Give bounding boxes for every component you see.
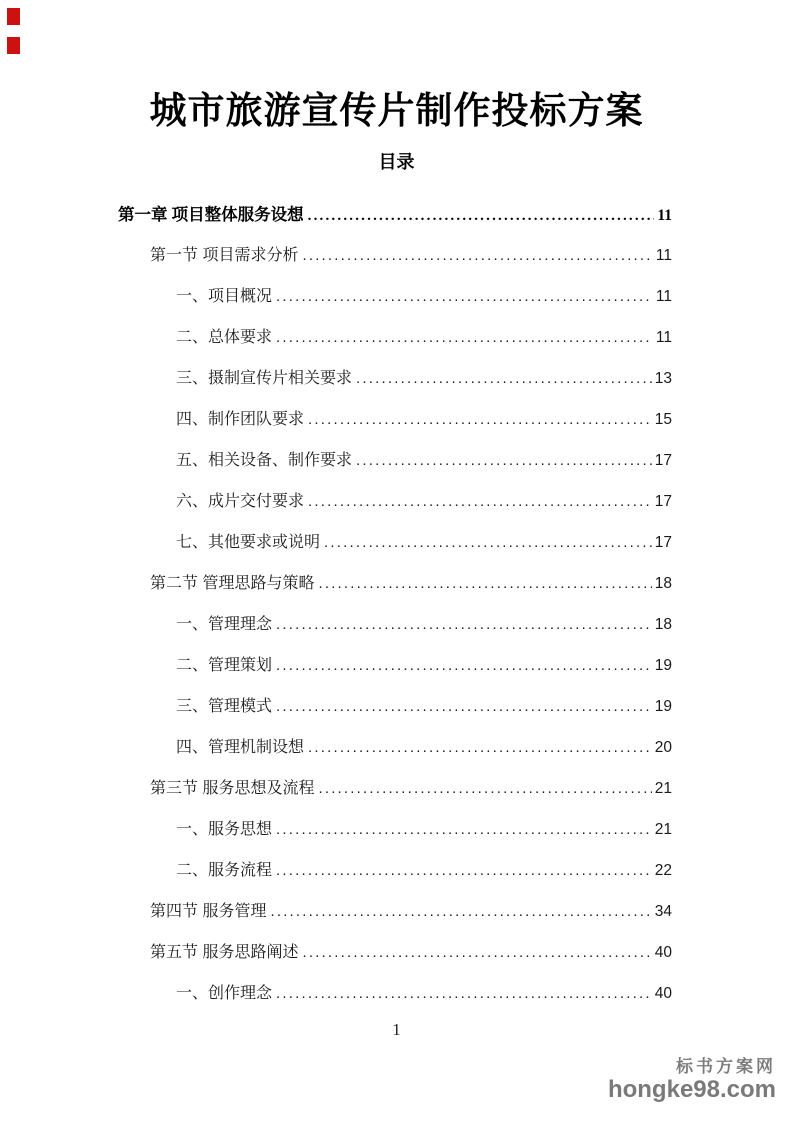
toc-heading: 目录 xyxy=(378,152,415,172)
toc-entry[interactable] xyxy=(118,891,672,932)
toc-leader-dots xyxy=(302,235,652,276)
toc-entry[interactable] xyxy=(118,194,672,235)
toc-entry-label: 四、制作团队要求 xyxy=(176,411,305,428)
toc-leader-dots xyxy=(308,399,652,440)
toc-entry-page-number: 21 xyxy=(654,821,672,838)
toc-entry-label: 一、管理理念 xyxy=(176,616,273,633)
toc-entry[interactable] xyxy=(118,768,672,809)
toc-entry-page-number: 34 xyxy=(654,903,672,920)
toc-entry-page-number: 15 xyxy=(654,411,672,428)
toc-leader-dots xyxy=(308,727,652,768)
toc-entry-label: 三、摄制宣传片相关要求 xyxy=(176,370,353,387)
toc-entry-label: 第四节 服务管理 xyxy=(150,903,267,920)
toc-entry-label: 二、总体要求 xyxy=(176,329,273,346)
toc-entry-label: 一、创作理念 xyxy=(176,985,273,1002)
toc-leader-dots xyxy=(276,809,652,850)
toc-leader-dots xyxy=(356,358,652,399)
toc-entry-label: 第五节 服务思路阐述 xyxy=(150,944,299,961)
toc-entry-page-number: 11 xyxy=(655,247,672,264)
toc-entry-label: 第一节 项目需求分析 xyxy=(150,247,299,264)
toc-entry[interactable] xyxy=(118,522,672,563)
toc-entry[interactable] xyxy=(118,317,672,358)
toc-entry[interactable] xyxy=(118,604,672,645)
toc-entry-page-number: 17 xyxy=(654,493,672,510)
toc-leader-dots xyxy=(318,563,651,604)
toc-entry[interactable] xyxy=(118,276,672,317)
toc-leader-dots xyxy=(318,768,651,809)
toc-entry[interactable] xyxy=(118,481,672,522)
toc-entry[interactable] xyxy=(118,563,672,604)
table-of-contents xyxy=(118,194,672,1014)
toc-entry-page-number: 40 xyxy=(654,985,672,1002)
toc-leader-dots xyxy=(324,522,652,563)
toc-entry[interactable] xyxy=(118,973,672,1014)
page-title: 城市旅游宣传片制作投标方案 xyxy=(149,91,644,132)
watermark-site-url: hongke98.com xyxy=(607,1075,776,1103)
toc-entry-page-number: 18 xyxy=(654,616,672,633)
toc-leader-dots xyxy=(276,850,652,891)
toc-entry[interactable] xyxy=(118,399,672,440)
toc-leader-dots xyxy=(308,481,652,522)
toc-entry-label: 一、项目概况 xyxy=(176,288,273,305)
toc-entry[interactable] xyxy=(118,727,672,768)
toc-leader-dots xyxy=(276,645,652,686)
red-corner-mark xyxy=(7,8,20,25)
toc-entry-label: 七、其他要求或说明 xyxy=(176,534,321,551)
toc-leader-dots xyxy=(276,604,652,645)
toc-entry-label: 二、服务流程 xyxy=(176,862,273,879)
toc-leader-dots xyxy=(270,891,651,932)
toc-entry[interactable] xyxy=(118,686,672,727)
toc-leader-dots xyxy=(302,932,651,973)
toc-entry-label: 第一章 项目整体服务设想 xyxy=(118,205,304,224)
toc-entry-page-number: 13 xyxy=(654,370,672,387)
toc-entry-page-number: 18 xyxy=(654,575,672,592)
toc-entry-label: 四、管理机制设想 xyxy=(176,739,305,756)
toc-entry-page-number: 20 xyxy=(654,739,672,756)
toc-entry[interactable] xyxy=(118,850,672,891)
toc-entry-label: 一、服务思想 xyxy=(176,821,273,838)
toc-entry-label: 第二节 管理思路与策略 xyxy=(150,575,315,592)
toc-entry[interactable] xyxy=(118,809,672,850)
toc-entry-page-number: 11 xyxy=(655,329,672,346)
toc-entry[interactable] xyxy=(118,235,672,276)
toc-leader-dots xyxy=(308,196,655,237)
toc-entry-label: 五、相关设备、制作要求 xyxy=(176,452,353,469)
toc-entry[interactable] xyxy=(118,440,672,481)
toc-entry-page-number: 17 xyxy=(654,452,672,469)
toc-leader-dots xyxy=(356,440,652,481)
toc-leader-dots xyxy=(276,973,652,1014)
footer-page-number: 1 xyxy=(392,1020,401,1039)
toc-entry-page-number: 11 xyxy=(657,207,672,224)
toc-entry[interactable] xyxy=(118,645,672,686)
toc-entry-page-number: 19 xyxy=(654,657,672,674)
toc-entry-page-number: 22 xyxy=(654,862,672,879)
toc-entry-page-number: 11 xyxy=(655,288,672,305)
toc-entry[interactable] xyxy=(118,932,672,973)
toc-entry-label: 第三节 服务思想及流程 xyxy=(150,780,315,797)
toc-entry-page-number: 40 xyxy=(654,944,672,961)
red-corner-mark xyxy=(7,37,20,54)
toc-entry[interactable] xyxy=(118,358,672,399)
toc-entry-label: 三、管理模式 xyxy=(176,698,273,715)
toc-entry-label: 二、管理策划 xyxy=(176,657,273,674)
watermark xyxy=(608,1058,776,1103)
toc-entry-page-number: 21 xyxy=(654,780,672,797)
watermark-site-name: 标书方案网 xyxy=(676,1057,776,1076)
toc-leader-dots xyxy=(276,317,653,358)
toc-entry-page-number: 17 xyxy=(654,534,672,551)
toc-entry-label: 六、成片交付要求 xyxy=(176,493,305,510)
toc-leader-dots xyxy=(276,686,652,727)
toc-entry-page-number: 19 xyxy=(654,698,672,715)
toc-leader-dots xyxy=(276,276,653,317)
